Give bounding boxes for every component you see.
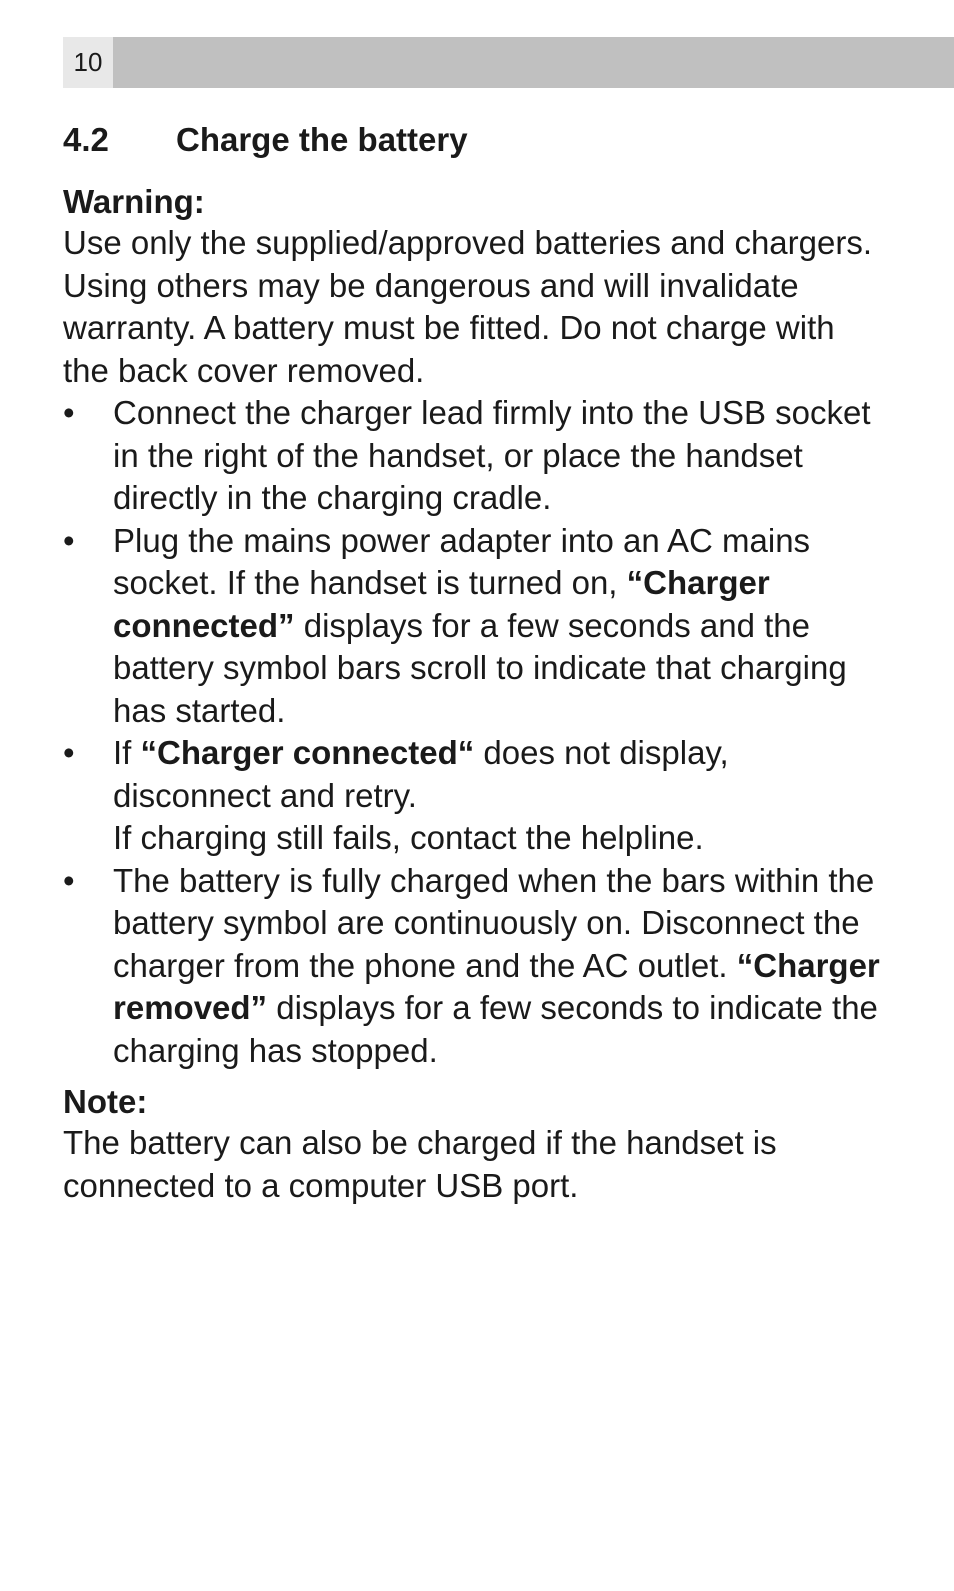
list-item: [63, 520, 883, 733]
list-item: [63, 392, 883, 520]
warning-label: Warning:: [63, 183, 205, 220]
page-header-band: [63, 37, 954, 88]
list-item-text: The battery is fully charged when the bars within the battery symbol are continuously on. Disconnect the charger from the phone and the AC outlet.: [113, 861, 875, 984]
list-item-extra-text: If charging still fails, contact the helpline.: [113, 819, 704, 856]
list-item-text: Connect the charger lead firmly into the USB socket in the right of the handset, or place the handset directly in the charging cradle.: [113, 394, 871, 516]
list-item-text: If: [113, 734, 141, 771]
status-message: “Charger connected“: [140, 734, 475, 771]
section-heading: [63, 112, 883, 168]
note-label: Note:: [63, 1083, 148, 1120]
page-content: [63, 112, 883, 1207]
list-item-text: does not display, disconnect and retry.: [113, 734, 729, 814]
bullet-icon: •: [63, 521, 75, 559]
list-item-text: displays for a few seconds to indicate the charging has stopped.: [113, 989, 878, 1069]
section-title: Charge the battery: [176, 121, 468, 158]
note-text: The battery can also be charged if the handset is connected to a computer USB port.: [63, 1124, 777, 1204]
warning-text: Use only the supplied/approved batteries and chargers. Using others may be dangerous and will invalidate warranty. A battery must be fitted. Do not charge with the back cover removed.: [63, 224, 872, 389]
bullet-icon: •: [63, 734, 75, 771]
bullet-icon: •: [63, 861, 75, 899]
list-item-text: Plug the mains power adapter into an AC mains socket. If the handset is turned on,: [113, 521, 811, 601]
instruction-list: [63, 392, 883, 1072]
list-item-text: displays for a few seconds and the battery symbol bars scroll to indicate that charging has started.: [113, 606, 847, 729]
list-item: [63, 732, 883, 860]
status-message: “Charger removed”: [113, 946, 880, 1026]
section-number: 4.2: [63, 121, 109, 158]
status-message: “Charger connected”: [113, 564, 770, 644]
page-number: 10: [63, 37, 113, 88]
list-item: [63, 860, 883, 1073]
bullet-icon: •: [63, 394, 75, 431]
